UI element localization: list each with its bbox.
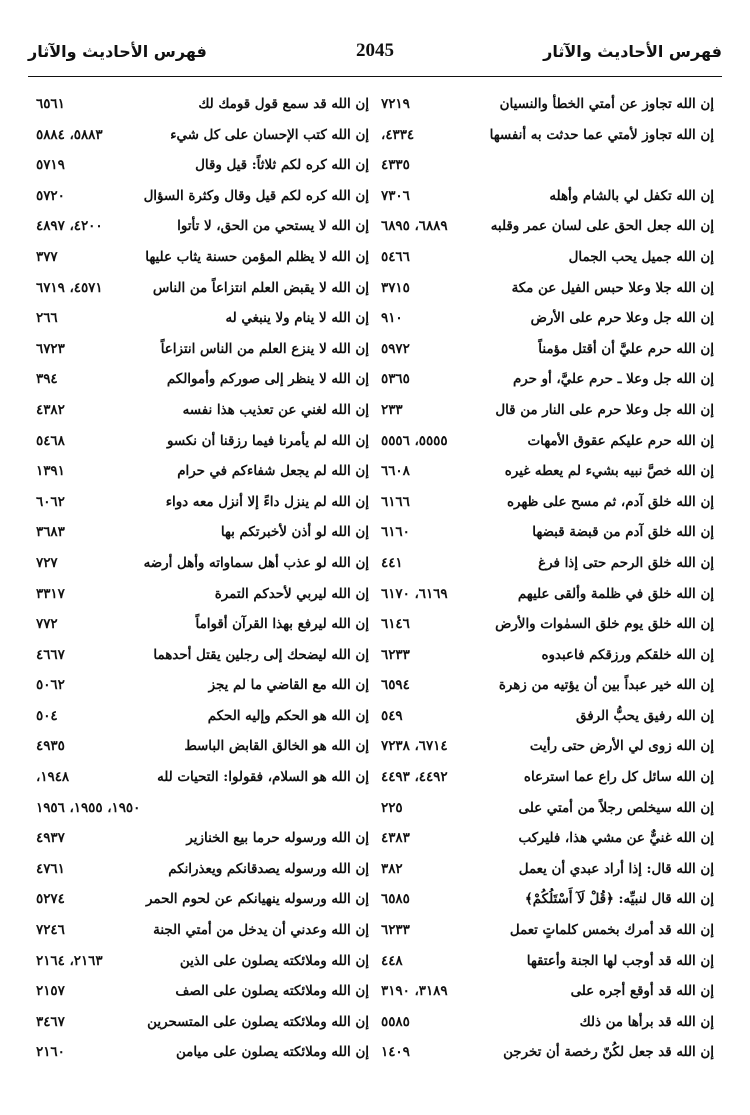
entry-text: إن الله لم يأمرنا فيما رزقنا أن نكسو bbox=[166, 432, 369, 449]
entry-refs: ٥٧١٩ bbox=[36, 157, 65, 174]
entry-text: إن الله هو الخالق القابض الباسط bbox=[184, 738, 369, 755]
entry-refs: ٦٨٨٩، ٦٨٩٥ bbox=[381, 218, 448, 235]
entry-text: إن الله لا يقبض العلم انتزاعاً من الناس bbox=[152, 279, 369, 296]
entry-refs: ٥٤٦٦ bbox=[381, 248, 410, 265]
entry-refs: ٦٥٩٤ bbox=[381, 677, 410, 694]
entry-text: إن الله وعدني أن يدخل من أمتي الجنة bbox=[153, 922, 369, 939]
entry-refs: ٥٢٧٤ bbox=[36, 891, 65, 908]
entry-text: إن الله سائل كل راع عما استرعاه bbox=[523, 769, 714, 786]
index-entry bbox=[381, 642, 714, 673]
index-entry bbox=[36, 428, 369, 459]
entry-text: إن الله ليرفع بهذا القرآن أقواماً bbox=[195, 616, 369, 633]
index-entry bbox=[381, 213, 714, 244]
entry-text: إن الله حرم عليكم عقوق الأمهات bbox=[527, 432, 714, 449]
index-entry bbox=[381, 1009, 714, 1040]
index-entry bbox=[36, 948, 369, 979]
entry-text: إن الله كتب الإحسان على كل شيء bbox=[170, 126, 369, 143]
index-entry bbox=[36, 733, 369, 764]
entry-refs: ٣٧٧ bbox=[36, 248, 58, 265]
entry-refs: ٩١٠ bbox=[381, 310, 403, 327]
index-entry bbox=[36, 397, 369, 428]
entry-text: إن الله جلا وعلا حبس الفيل عن مكة bbox=[511, 279, 714, 296]
index-entry bbox=[36, 550, 369, 581]
entry-text: إن الله خلق آدم من قبضة قبضها bbox=[532, 524, 714, 541]
entry-text: إن الله ورسوله ينهيانكم عن لحوم الحمر bbox=[145, 891, 369, 908]
entry-refs: ٢٢٥ bbox=[381, 799, 403, 816]
entry-text: إن الله قد أمرك بخمس كلماتٍ تعمل bbox=[509, 922, 714, 939]
index-entry bbox=[381, 122, 714, 153]
entry-text: إن الله سيخلص رجلاً من أمتي على bbox=[518, 799, 714, 816]
index-entry bbox=[36, 886, 369, 917]
entry-text: إن الله قد أوجب لها الجنة وأعتقها bbox=[526, 952, 714, 969]
entry-text: إن الله تجاوز لأمتي عما حدثت به أنفسها bbox=[489, 126, 714, 143]
entry-text: إن الله لا يستحي من الحق، لا تأتوا bbox=[177, 218, 369, 235]
index-entry bbox=[381, 1039, 714, 1070]
entry-text: إن الله خير عبداً بين أن يؤتيه من زهرة bbox=[498, 677, 714, 694]
page-header bbox=[28, 40, 722, 74]
entry-refs: ٦٧٢٣ bbox=[36, 340, 65, 357]
index-entry bbox=[381, 366, 714, 397]
index-entry bbox=[36, 642, 369, 673]
index-entry bbox=[36, 519, 369, 550]
entry-refs: ١٩٥٠، ١٩٥٥، ١٩٥٦ bbox=[36, 799, 141, 816]
entry-refs: ٤٤٨ bbox=[381, 952, 403, 969]
index-entry bbox=[381, 519, 714, 550]
entry-text: إن الله خلق الرحم حتى إذا فرغ bbox=[538, 554, 714, 571]
index-entry bbox=[381, 795, 714, 826]
index-entry bbox=[381, 917, 714, 948]
entry-refs: ٦٠٦٢ bbox=[36, 493, 65, 510]
index-entry bbox=[381, 428, 714, 459]
entry-refs: ٣١٨٩، ٣١٩٠ bbox=[381, 983, 448, 1000]
index-entry bbox=[36, 366, 369, 397]
entry-refs: ٦٢٣٣ bbox=[381, 922, 410, 939]
entry-text: إن الله خلق في ظلمة وألقى عليهم bbox=[517, 585, 714, 602]
index-entry bbox=[36, 458, 369, 489]
entry-refs: ٤٥٧١، ٦٧١٩ bbox=[36, 279, 103, 296]
index-entry bbox=[381, 611, 714, 642]
left-column bbox=[36, 91, 369, 1070]
entry-refs: ٤٩٣٧ bbox=[36, 830, 65, 847]
entry-refs: ٣٤٦٧ bbox=[36, 1013, 65, 1030]
index-entry bbox=[36, 703, 369, 734]
entry-refs: ٦١٦٩، ٦١٧٠ bbox=[381, 585, 448, 602]
index-entry bbox=[381, 397, 714, 428]
index-entry bbox=[381, 336, 714, 367]
entry-text: إن الله تكفل لي بالشام وأهله bbox=[549, 187, 714, 204]
index-entry bbox=[381, 244, 714, 275]
entry-text: إن الله كره لكم ثلاثاً: قيل وقال bbox=[195, 157, 369, 174]
index-entry bbox=[381, 581, 714, 612]
index-columns bbox=[36, 91, 714, 1095]
entry-refs: ٤٣٣٥ bbox=[381, 157, 410, 174]
entry-refs: ٦١٤٦ bbox=[381, 616, 410, 633]
entry-refs: ٥٤٩ bbox=[381, 707, 403, 724]
entry-text: إن الله قال: إذا أراد عبدي أن يعمل bbox=[518, 860, 714, 877]
entry-refs: ٣٣١٧ bbox=[36, 585, 65, 602]
entry-refs: ٣٨٢ bbox=[381, 860, 403, 877]
index-entry bbox=[36, 581, 369, 612]
index-entry bbox=[36, 122, 369, 153]
entry-refs: ٥٥٨٥ bbox=[381, 1013, 410, 1030]
index-entry bbox=[381, 733, 714, 764]
header-rule bbox=[28, 76, 722, 77]
index-entry bbox=[36, 917, 369, 948]
entry-text: إن الله وملائكته يصلون على الصف bbox=[175, 983, 369, 1000]
entry-text: إن الله زوى لي الأرض حتى رأيت bbox=[529, 738, 714, 755]
index-entry bbox=[36, 856, 369, 887]
entry-text: إن الله لا يظلم المؤمن حسنة يثاب عليها bbox=[145, 248, 369, 265]
entry-text: إن الله لا ينام ولا ينبغي له bbox=[225, 310, 369, 327]
entry-text: إن الله خلقكم ورزقكم فاعبدوه bbox=[541, 646, 714, 663]
entry-text: إن الله ورسوله يصدقانكم ويعذرانكم bbox=[168, 860, 369, 877]
index-entry bbox=[381, 458, 714, 489]
entry-refs: ٥٠٦٢ bbox=[36, 677, 65, 694]
entry-text: إن الله كره لكم قيل وقال وكثرة السؤال bbox=[143, 187, 369, 204]
entry-text: إن الله جل وعلا حرم على الأرض bbox=[530, 310, 714, 327]
entry-refs: ٧٢٤٦ bbox=[36, 922, 65, 939]
index-entry bbox=[36, 244, 369, 275]
entry-refs: ٧٢٧ bbox=[36, 554, 58, 571]
entry-refs: ٥٥٥٥، ٥٥٥٦ bbox=[381, 432, 448, 449]
index-entry bbox=[381, 305, 714, 336]
entry-text: إن الله ليضحك إلى رجلين يقتل أحدهما bbox=[153, 646, 369, 663]
entry-refs: ١٣٩١ bbox=[36, 463, 65, 480]
entry-text: إن الله لو عذب أهل سماواته وأهل أرضه bbox=[143, 554, 369, 571]
entry-refs: ٢١٥٧ bbox=[36, 983, 65, 1000]
entry-text: إن الله جل وعلا ـ حرم عليَّ، أو حرم bbox=[512, 371, 714, 388]
entry-text: إن الله قد أوقع أجره على bbox=[570, 983, 714, 1000]
index-entry bbox=[381, 672, 714, 703]
index-entry bbox=[381, 152, 714, 183]
index-entry bbox=[36, 978, 369, 1009]
entry-refs: ٦٦٠٨ bbox=[381, 463, 410, 480]
entry-refs: ٦٥٨٥ bbox=[381, 891, 410, 908]
entry-text: إن الله لا ينظر إلى صوركم وأموالكم bbox=[166, 371, 369, 388]
index-entry bbox=[36, 795, 369, 826]
entry-text: إن الله قد سمع قول قومك لك bbox=[198, 96, 369, 112]
entry-text: إن الله خلق آدم، ثم مسح على ظهره bbox=[507, 493, 714, 510]
entry-text: إن الله قال لنبيِّه: ﴿قُلْ لَآ أَسْتَلُكُمْ﴾ bbox=[524, 891, 714, 908]
index-entry bbox=[36, 183, 369, 214]
entry-refs: ٥٧٢٠ bbox=[36, 187, 65, 204]
entry-refs: ٤٣٣٤، bbox=[381, 126, 415, 143]
entry-refs: ٧٢١٩ bbox=[381, 96, 410, 112]
entry-refs: ٦١٦٦ bbox=[381, 493, 410, 510]
index-entry bbox=[381, 91, 714, 122]
entry-text: إن الله غنيٌّ عن مشي هذا، فليركب bbox=[518, 830, 714, 847]
entry-text: إن الله ورسوله حرما بيع الخنازير bbox=[186, 830, 369, 847]
index-entry bbox=[381, 489, 714, 520]
index-entry bbox=[36, 825, 369, 856]
entry-text: إن الله جعل الحق على لسان عمر وقلبه bbox=[490, 218, 714, 235]
entry-refs: ٢١٦٣، ٢١٦٤ bbox=[36, 952, 103, 969]
entry-refs: ٦٢٣٣ bbox=[381, 646, 410, 663]
entry-refs: ٤٣٨٢ bbox=[36, 401, 65, 418]
index-entry bbox=[36, 152, 369, 183]
index-entry bbox=[381, 183, 714, 214]
index-entry bbox=[36, 91, 369, 122]
entry-refs: ٦٥٦١ bbox=[36, 96, 65, 112]
entry-text: إن الله لغني عن تعذيب هذا نفسه bbox=[182, 401, 369, 418]
entry-refs: ٧٣٠٦ bbox=[381, 187, 410, 204]
index-entry bbox=[36, 1009, 369, 1040]
entry-text: إن الله حرم عليَّ أن أقتل مؤمناً bbox=[538, 340, 714, 357]
entry-text: إن الله جميل يحب الجمال bbox=[568, 248, 714, 265]
entry-refs: ٤٩٣٥ bbox=[36, 738, 65, 755]
index-entry bbox=[381, 886, 714, 917]
index-entry bbox=[381, 703, 714, 734]
index-entry bbox=[381, 825, 714, 856]
entry-refs: ٤٢٠٠، ٤٨٩٧ bbox=[36, 218, 103, 235]
entry-refs: ٤٣٨٣ bbox=[381, 830, 410, 847]
entry-refs: ٥٩٧٢ bbox=[381, 340, 410, 357]
running-title-right: فهرس الأحاديث والآثار bbox=[543, 42, 722, 61]
entry-text: إن الله جل وعلا حرم على النار من قال bbox=[495, 401, 714, 418]
entry-text: إن الله وملائكته يصلون على ميامن bbox=[175, 1044, 369, 1061]
entry-refs: ٧٧٢ bbox=[36, 616, 58, 633]
entry-text: إن الله ليربي لأحدكم التمرة bbox=[214, 585, 369, 602]
entry-refs: ١٩٤٨، bbox=[36, 769, 70, 786]
entry-refs: ٤٤١ bbox=[381, 554, 403, 571]
entry-refs: ١٤٠٩ bbox=[381, 1044, 410, 1061]
entry-text: إن الله مع القاضي ما لم يجز bbox=[208, 677, 369, 694]
index-entry bbox=[381, 948, 714, 979]
right-column bbox=[381, 91, 714, 1070]
entry-refs: ٥٨٨٣، ٥٨٨٤ bbox=[36, 126, 103, 143]
entry-text: إن الله قد برأها من ذلك bbox=[579, 1013, 714, 1030]
entry-refs: ٣٦٨٣ bbox=[36, 524, 65, 541]
entry-text: إن الله وملائكته يصلون على الذين bbox=[179, 952, 369, 969]
index-entry bbox=[381, 856, 714, 887]
index-entry bbox=[36, 672, 369, 703]
entry-text: إن الله لم ينزل داءً إلا أنزل معه دواء bbox=[165, 493, 369, 510]
running-title-left: فهرس الأحاديث والآثار bbox=[28, 42, 207, 61]
index-entry bbox=[36, 305, 369, 336]
entry-refs: ٤٦٦٧ bbox=[36, 646, 65, 663]
index-entry bbox=[36, 764, 369, 795]
entry-refs: ٥٠٤ bbox=[36, 707, 58, 724]
entry-text: إن الله قد جعل لكُنّ رخصة أن تخرجن bbox=[503, 1044, 714, 1061]
index-entry bbox=[36, 213, 369, 244]
entry-text: إن الله رفيق يحبُّ الرفق bbox=[576, 707, 714, 724]
index-entry bbox=[36, 275, 369, 306]
entry-text: إن الله خصَّ نبيه بشيء لم يعطه غيره bbox=[504, 463, 714, 480]
entry-text: إن الله هو السلام، فقولوا: التحيات لله bbox=[157, 769, 369, 786]
entry-text: إن الله وملائكته يصلون على المتسحرين bbox=[147, 1013, 369, 1030]
index-entry bbox=[381, 764, 714, 795]
entry-refs: ٢١٦٠ bbox=[36, 1044, 65, 1061]
entry-text: إن الله هو الحكم وإليه الحكم bbox=[207, 707, 369, 724]
entry-refs: ٦٧١٤، ٧٢٣٨ bbox=[381, 738, 448, 755]
entry-text: إن الله تجاوز عن أمتي الخطأ والنسيان bbox=[499, 96, 714, 112]
index-entry bbox=[381, 978, 714, 1009]
entry-refs: ٥٤٦٨ bbox=[36, 432, 65, 449]
index-entry bbox=[381, 550, 714, 581]
entry-text: إن الله لا ينزع العلم من الناس انتزاعاً bbox=[160, 340, 369, 357]
index-entry bbox=[36, 489, 369, 520]
entry-refs: ٤٧٦١ bbox=[36, 860, 65, 877]
entry-text: إن الله لم يجعل شفاءكم في حرام bbox=[177, 463, 369, 480]
page-number: 2045 bbox=[356, 40, 394, 61]
entry-refs: ٢٣٣ bbox=[381, 401, 403, 418]
entry-text: إن الله لو أذن لأخبرتكم بها bbox=[220, 524, 369, 541]
entry-refs: ٢٦٦ bbox=[36, 310, 58, 327]
entry-refs: ٦١٦٠ bbox=[381, 524, 410, 541]
entry-refs: ٣٩٤ bbox=[36, 371, 58, 388]
index-entry bbox=[36, 611, 369, 642]
index-entry bbox=[36, 336, 369, 367]
entry-refs: ٥٣٦٥ bbox=[381, 371, 410, 388]
entry-refs: ٤٤٩٢، ٤٤٩٣ bbox=[381, 769, 448, 786]
index-entry bbox=[36, 1039, 369, 1070]
entry-refs: ٣٧١٥ bbox=[381, 279, 410, 296]
index-entry bbox=[381, 275, 714, 306]
entry-text: إن الله خلق يوم خلق السمٰوات والأرض bbox=[495, 616, 714, 633]
